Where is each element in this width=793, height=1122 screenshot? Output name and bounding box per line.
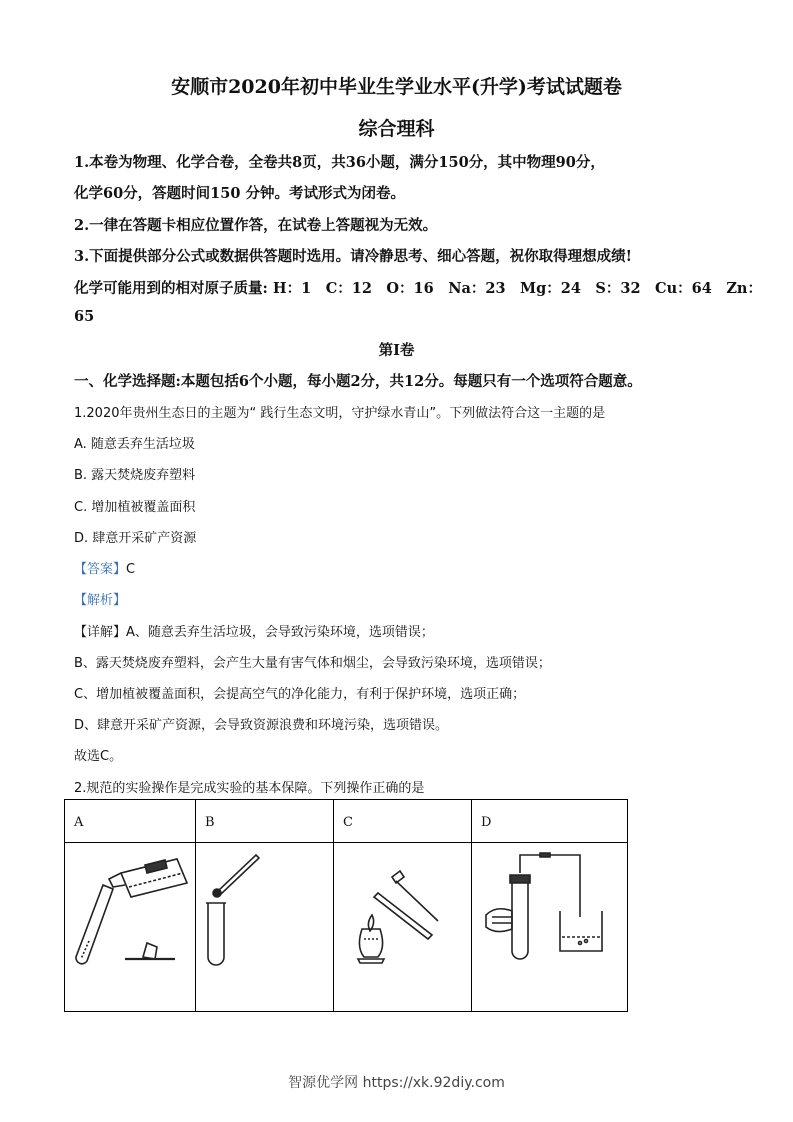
- exam-subtitle: 综合理科: [358, 118, 435, 140]
- q2-options-table: [64, 799, 628, 1012]
- option-header-b: B: [196, 800, 334, 843]
- detail-text: A、随意丢弃生活垃圾，会导致污染环境，选项错误；: [126, 625, 434, 640]
- q1-stem: 1.2020年贵州生态日的主题为“ 践行生态文明，守护绿水青山”。下列做法符合这一主题的是: [74, 406, 606, 421]
- answer-tag: 【答案】: [74, 562, 127, 577]
- note-line: 3.下面提供部分公式或数据供答题时选用。请冷静思考、细心答题，祝你取得理想成绩!: [74, 248, 632, 265]
- q1-detail-d: D、肆意开采矿产资源，会导致资源浪费和环境污染，选项错误。: [74, 718, 449, 733]
- q1-detail-a: [74, 621, 434, 640]
- exam-title: 安顺市2020年初中毕业生学业水平(升学)考试试题卷: [171, 76, 622, 98]
- q1-option-b: B. 露天焚烧废弃塑料: [74, 468, 196, 483]
- q1-conclusion: 故选C。: [74, 749, 123, 764]
- q2-stem: 2.规范的实验操作是完成实验的基本保障。下列操作正确的是: [74, 781, 425, 796]
- heating-tube-illustration: [334, 843, 472, 1012]
- answer-value: C: [126, 562, 136, 577]
- atomic-mass-line: 化学可能用到的相对原子质量: H：1 C：12 O：16 Na：23 Mg：24 S：32 Cu：64 Zn：: [74, 280, 762, 297]
- section-heading: 一、化学选择题:本题包括6个小题，每小题2分，共12分。每题只有一个选项符合题意。: [74, 373, 642, 390]
- option-header-d: D: [472, 800, 628, 843]
- volume-label: 第I卷: [378, 342, 415, 359]
- dropper-illustration: [196, 843, 334, 1012]
- atomic-mass-line-cont: 65: [74, 308, 95, 325]
- q1-detail-c: C、增加植被覆盖面积，会提高空气的净化能力，有利于保护环境，选项正确；: [74, 687, 526, 702]
- q1-option-a: A. 随意丢弃生活垃圾: [74, 437, 195, 452]
- q1-detail-b: B、露天焚烧废弃塑料，会产生大量有害气体和烟尘，会导致污染环境，选项错误；: [74, 656, 551, 671]
- analysis-tag: 【解析】: [74, 593, 127, 608]
- q1-option-c: C. 增加植被覆盖面积: [74, 500, 196, 515]
- q1-answer: [74, 558, 135, 577]
- option-header-c: C: [334, 800, 472, 843]
- note-line: 1.本卷为物理、化学合卷，全卷共8页，共36小题，满分150分，其中物理90分，: [74, 154, 605, 171]
- footer-watermark: 智源优学网 https://xk.92diy.com: [288, 1075, 505, 1091]
- q1-option-d: D. 肆意开采矿产资源: [74, 531, 197, 546]
- airtightness-check-illustration: [472, 843, 628, 1012]
- option-header-a: A: [65, 800, 196, 843]
- note-line: 2.一律在答题卡相应位置作答，在试卷上答题视为无效。: [74, 217, 438, 234]
- note-line: 化学60分，答题时间150 分钟。考试形式为闭卷。: [74, 185, 405, 202]
- pour-liquid-illustration: [65, 843, 196, 1012]
- detail-tag: 【详解】: [74, 625, 127, 640]
